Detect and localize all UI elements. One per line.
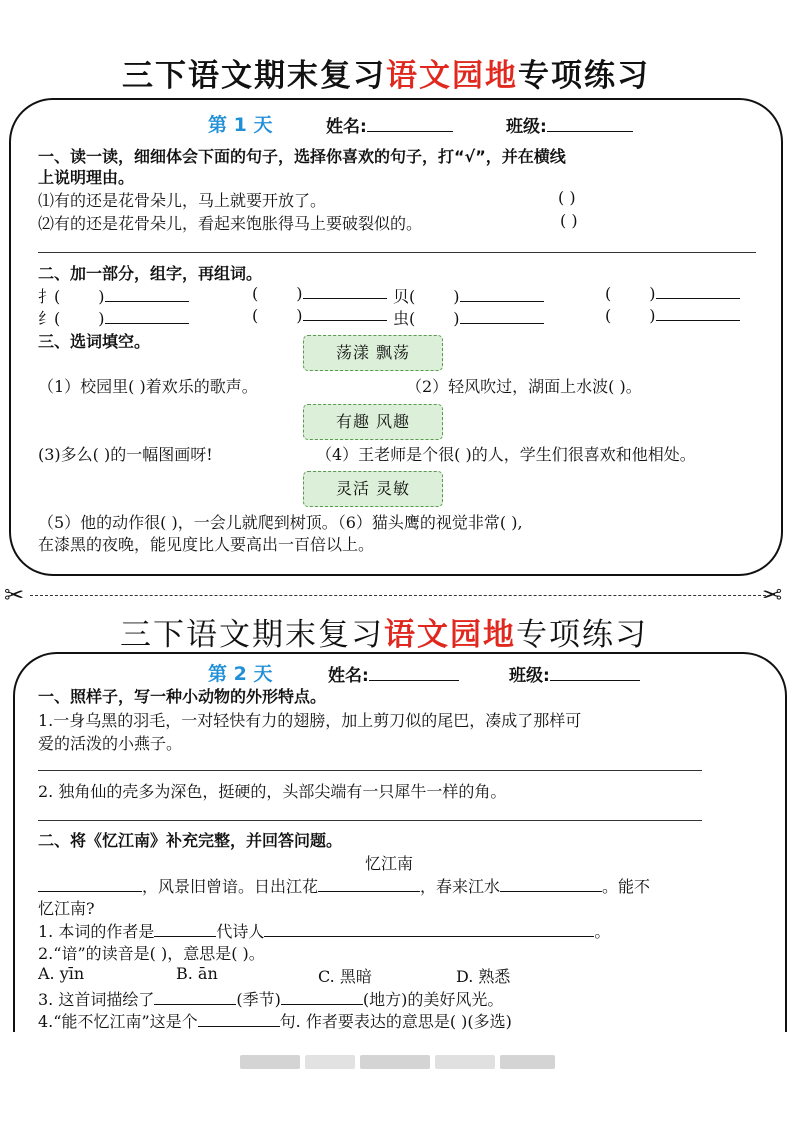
d2-q1-answer-line-2[interactable]: [38, 820, 702, 821]
d1-q3-s3: (3)多么( )的一幅图画呀!: [38, 445, 213, 464]
d1-q3-s6: 在漆黑的夜晚，能见度比人要高出一百倍以上。: [38, 535, 375, 554]
d1-q1-item1: ⑴有的还是花骨朵儿，马上就要开放了。: [38, 191, 327, 210]
d1-q2-row1-b[interactable]: ( ): [252, 284, 387, 303]
d1-q2-row2-a[interactable]: 纟( ): [38, 306, 189, 329]
d2-q2-question-4: 4.“能不忆江南”这是个 句. 作者要表达的意思是( )(多选): [38, 1012, 512, 1031]
d1-q2-heading: 二、加一部分，组字，再组词。: [38, 264, 263, 283]
d2-q1-ex1-line1: 1.一身乌黑的羽毛，一对轻快有力的翅膀，加上剪刀似的尾巴，凑成了那样可: [38, 711, 582, 730]
d2-q1-answer-line-1[interactable]: [38, 770, 702, 771]
word-box-1: 荡漾 飘荡: [303, 335, 443, 371]
poem-line-2: 忆江南?: [38, 899, 95, 918]
cut-line: [30, 595, 766, 596]
d1-q2-row2-c[interactable]: 虫( ): [393, 306, 544, 329]
d1-q3-s4: （4）王老师是个很( )的人，学生们很喜欢和他相处。: [316, 445, 696, 464]
option-d[interactable]: D. 熟悉: [456, 967, 511, 986]
d1-q3-s1: （1）校园里( )着欢乐的歌声。: [38, 377, 258, 396]
title-highlight: 语文园地: [386, 58, 518, 94]
day1-label: 第 1 天: [208, 114, 273, 136]
option-b[interactable]: B. ān: [176, 964, 218, 983]
day1-class-field[interactable]: [547, 117, 633, 132]
d1-q3-s2: （2）轻风吹过，湖面上水波( )。: [406, 377, 642, 396]
day2-class-field[interactable]: [550, 666, 640, 681]
day1-name-label: 姓名:: [326, 112, 453, 137]
d1-q1-answer-line[interactable]: [38, 252, 756, 253]
option-c[interactable]: C. 黑暗: [318, 967, 372, 986]
day2-name-label: 姓名:: [328, 661, 459, 686]
day2-label: 第 2 天: [208, 663, 273, 685]
d2-q2-question-1: 1. 本词的作者是 代诗人 。: [38, 922, 611, 941]
title2-highlight: 语文园地: [384, 617, 516, 653]
d2-q2-heading: 二、将《忆江南》补充完整，并回答问题。: [38, 831, 343, 850]
d1-q1-item2-paren[interactable]: ( ): [560, 211, 578, 230]
season-blank[interactable]: [154, 990, 236, 1005]
option-a[interactable]: A. yīn: [38, 964, 85, 983]
d1-q2-row1-a[interactable]: 扌( ): [38, 284, 189, 307]
d2-q2-question-3: 3. 这首词描绘了 (季节) (地方)的美好风光。: [38, 990, 504, 1009]
poem-title: 忆江南: [365, 854, 414, 873]
scissors-left-icon: ✂: [4, 581, 25, 609]
scissors-right-icon: ✂: [762, 581, 783, 609]
d1-q1-heading-2: 上说明理由。: [38, 168, 135, 187]
d1-q1-item1-paren[interactable]: ( ): [558, 188, 576, 207]
d1-q1-heading-1: 一、读一读，细细体会下面的句子，选择你喜欢的句子，打“√”，并在横线: [38, 147, 566, 166]
poem-blank-2[interactable]: [318, 877, 420, 892]
poet-blank[interactable]: [264, 922, 594, 937]
d1-q3-s5: （5）他的动作很( )，一会儿就爬到树顶。（6）猫头鹰的视觉非常( ),: [38, 513, 523, 532]
title-prefix: 三下语文期末复习: [122, 58, 386, 94]
page-title-2: [120, 609, 648, 654]
day1-class-label: 班级:: [506, 112, 633, 137]
day2-class-label: 班级:: [509, 661, 640, 686]
poem-line-1: ，风景旧曾谙。日出江花 ，春来江水 。能不: [38, 874, 650, 897]
sentence-type-blank[interactable]: [198, 1012, 280, 1027]
d1-q2-row1-c[interactable]: 贝( ): [393, 284, 544, 307]
title2-suffix: 专项练习: [516, 617, 648, 653]
word-box-3: 灵活 灵敏: [303, 471, 443, 507]
d2-q1-ex2: 2. 独角仙的壳多为深色，挺硬的，头部尖端有一只犀牛一样的角。: [38, 782, 507, 801]
d1-q2-row2-d[interactable]: ( ): [605, 306, 740, 325]
day2-name-field[interactable]: [369, 666, 459, 681]
d2-q2-question-2: 2.“谙”的读音是( )，意思是( )。: [38, 944, 265, 963]
title-suffix: 专项练习: [518, 58, 650, 94]
d1-q2-row1-d[interactable]: ( ): [605, 284, 740, 303]
day1-name-field[interactable]: [367, 117, 453, 132]
page-title-1: [122, 50, 650, 95]
d2-q1-heading: 一、照样子，写一种小动物的外形特点。: [38, 687, 327, 706]
d1-q2-row2-b[interactable]: ( ): [252, 306, 387, 325]
title2-prefix: 三下语文期末复习: [120, 617, 384, 653]
d2-q1-ex1-line2: 爱的活泼的小燕子。: [38, 734, 183, 753]
place-blank[interactable]: [281, 990, 363, 1005]
dynasty-blank[interactable]: [154, 922, 216, 937]
word-box-2: 有趣 风趣: [303, 404, 443, 440]
d1-q1-item2: ⑵有的还是花骨朵儿，看起来饱胀得马上要破裂似的。: [38, 214, 423, 233]
d1-q3-heading: 三、选词填空。: [38, 332, 151, 351]
poem-blank-1[interactable]: [38, 877, 142, 892]
poem-blank-3[interactable]: [500, 877, 602, 892]
